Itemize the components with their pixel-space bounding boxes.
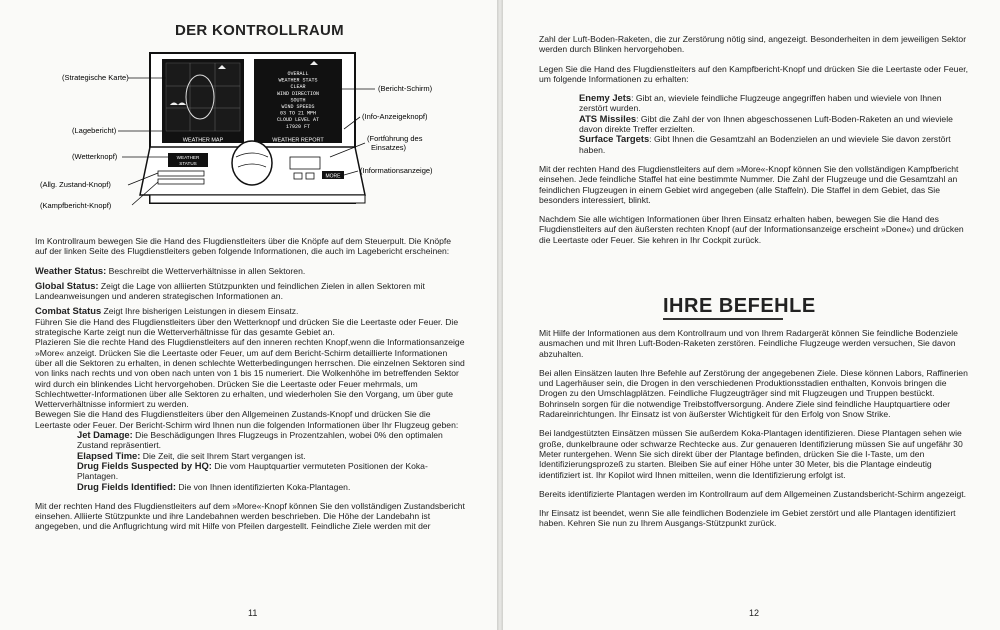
intro-paragraph: Im Kontrollraum bewegen Sie die Hand des Flugdienstleiters über die Knöpfe auf dem Steuerpult. Die Knöpfe auf der linken Seite des Flugdienstleiters geben folgende Informationen, die auch im Lagebericht erscheinen: bbox=[35, 236, 452, 257]
page-number: 12 bbox=[749, 608, 760, 618]
paragraph: Zahl der Luft-Boden-Raketen, die zur Zerstörung nötig sind, angezeigt. Besonderheiten in dem jeweiligen Sektor werden durch Blinken hervorgehoben. bbox=[539, 34, 967, 55]
paragraph: Nachdem Sie alle wichtigen Informationen über Ihren Einsatz erhalten haben, bewegen Sie die Hand des Flugdienstleiters auf den äußersten rechten Knopf (auf der Informationsanzeige erscheint »Done«) und drücken die Leertaste oder Feuer. Sie kehren in Ihr Cockpit zurück. bbox=[539, 214, 964, 245]
screen-text-line: 03 TO 21 MPH bbox=[279, 110, 317, 117]
weather-status-item: Weather Status: Beschreibt die Wetterverhältnisse in allen Sektoren. bbox=[35, 264, 306, 276]
section-heading: IHRE BEFEHLE bbox=[663, 295, 816, 317]
callout-global-status-button: (Allg. Zustand-Knopf) bbox=[40, 180, 111, 189]
screen-text-line: WIND DIRECTION bbox=[276, 90, 320, 97]
enemy-jets-item: Enemy Jets: Gibt an, wieviele feindliche Flugzeuge angegriffen haben und wieviele von Ihnen zerstört wurden. bbox=[579, 92, 942, 114]
paragraph: Führen Sie die Hand des Flugdienstleiters über den Wetterknopf und drücken Sie die Leertaste oder Feuer. Die strategische Karte zeigt nun die Wetterverhältnisse für das gesamte Gebiet an. bbox=[35, 316, 459, 338]
left-page-body bbox=[35, 236, 465, 532]
paragraph: Mit der rechten Hand des Flugdienstleiters auf dem »More«-Knopf können Sie den vollständigen Zustandsbericht einsehen. Alliierte Stützpunkte und ihre Landebahnen werden beschrieben. Die Höhe der Landebahn ist angegeben, und die Anflugrichtung wird mit Hilfe von Pfeilen dargestellt. Feindliche Ziele werden mit der bbox=[35, 500, 465, 532]
right-page-bottom bbox=[539, 328, 969, 529]
screen-text-line: OVERALL bbox=[287, 71, 309, 77]
controller-head bbox=[232, 141, 272, 185]
callout-continue-mission-1: (Fortführung des bbox=[367, 134, 423, 143]
paragraph: Bereits identifizierte Plantagen werden im Kontrollraum auf dem Allgemeinen Zustandsbericht-Schirm angezeigt. bbox=[539, 488, 967, 499]
paragraph: Ihr Einsatz ist beendet, wenn Sie alle feindlichen Bodenziele im Gebiet zerstört und alle Plantagen identifiziert haben. Kehren Sie nun zu Ihrem Ausgangs-Stützpunkt zurück. bbox=[539, 508, 956, 529]
right-page bbox=[503, 0, 1000, 630]
right-page-top bbox=[539, 34, 969, 245]
control-room-diagram bbox=[40, 45, 460, 217]
callout-report-screen: (Bericht-Schirm) bbox=[378, 84, 433, 93]
elapsed-time-item: Elapsed Time: Die Zeit, die seit Ihrem Start vergangen ist. bbox=[77, 449, 306, 461]
screen-text-line: CLEAR bbox=[290, 84, 306, 91]
paragraph: Legen Sie die Hand des Flugdienstleiters auf den Kampfbericht-Knopf und drücken Sie die Leertaste oder Feuer, um folgende Informationen zu erhalten: bbox=[539, 63, 969, 84]
callout-info-display: (Informationsanzeige) bbox=[360, 166, 433, 175]
callout-situation-report: (Lagebericht) bbox=[72, 126, 117, 135]
drug-fields-identified-item: Drug Fields Identified: Die von Ihnen identifizierten Koka-Plantagen. bbox=[77, 480, 351, 492]
heading-underline bbox=[663, 318, 783, 320]
paragraph: Bei allen Einsätzen lauten Ihre Befehle auf Zerstörung der angegebenen Ziele. Diese können Labors, Raffinerien und Lagerhäuser sein, die Drogen in den verschiedenen Produktionsstadien enthalten, Konvois bringen die Drogen zu den Umschlagplätzen. Feindliche Flugzeugträger sind mit Flugzeugen und Truppen bestückt. Bohrinseln sorgen für die notwendige Treibstoffversorgung. Andere Ziele sind feindliche Hauptquartiere oder Radareinrichtungen. Ihr Einsatz ist von äußerster Wichtigkeit für den Erfolg von Snow Strike. bbox=[539, 367, 968, 420]
callout-strategic-map: (Strategische Karte) bbox=[62, 73, 129, 82]
screen-text-line: 17920 FT bbox=[285, 123, 311, 130]
svg-text:MORE: MORE bbox=[325, 173, 341, 180]
callout-continue-mission-2: Einsatzes) bbox=[371, 143, 407, 152]
surface-targets-item: Surface Targets: Gibt Ihnen die Gesamtzahl an Bodenzielen an und wieviele Sie davon zerstört haben. bbox=[579, 133, 951, 155]
paragraph: Bei landgestützten Einsätzen müssen Sie außerdem Koka-Plantagen identifizieren. Diese Plantagen sehen wie große, dunkelbraune oder schwarze Rechtecke aus. Zur genaueren Identifizierung müssen Sie auf ungefähr 30 Meter runtergehen. Wenn Sie sich direkt über der Plantage befinden, drücken Sie die I-Taste, um den Identifizierungsprozeß zu starten. Bleiben Sie auf einer Höhe unter 30 Meter, bis die Plantage eindeutig identifiziert ist. Ihr Kopilot wird Ihnen mitteilen, wenn die Identifizierung erfolgt ist. bbox=[539, 428, 963, 480]
left-page bbox=[0, 0, 497, 630]
paragraph: Mit der rechten Hand des Flugdienstleiters auf dem »More«-Knopf können Sie den vollständigen Kampfbericht einsehen. Jede feindliche Staffel hat eine bestimmte Nummer. Die Zahl der Flugzeuge und die Gesamtzahl an feindlichen Flugzeugen in einem Gebiet wird angegeben (alle Staffeln). Die Staffel in dem Gebiet, das Sie besonders interessiert, blinkt. bbox=[539, 163, 959, 205]
report-caption: WEATHER REPORT bbox=[272, 137, 324, 144]
callout-info-display-button: (Info-Anzeigeknopf) bbox=[362, 112, 428, 121]
global-status-item: Global Status: Zeigt die Lage von alliierten Stützpunkten und feindlichen Zielen in allen Sektoren mit Landeanweisungen und anderen strategischen Informationen an. bbox=[35, 279, 425, 302]
combat-status-item: Combat Status Zeigt Ihre bisherigen Leistungen in diesem Einsatz. bbox=[35, 305, 299, 317]
screen-text-line: SOUTH bbox=[290, 97, 306, 104]
jet-damage-item: Jet Damage: Die Beschädigungen Ihres Flugzeugs in Prozentzahlen, wobei 0% den optimalen Zustand repräsentiert. bbox=[77, 429, 443, 451]
screen-text-line: CLOUD LEVEL AT bbox=[276, 117, 320, 124]
screen-text-line: WIND SPEEDS bbox=[281, 104, 315, 110]
drug-fields-suspected-item: Drug Fields Suspected by HQ: Die vom Hauptquartier vermuteten Positionen der Koka-Plantagen. bbox=[77, 459, 428, 482]
paragraph: Mit Hilfe der Informationen aus dem Kontrollraum und von Ihrem Radargerät können Sie feindliche Bodenziele ausmachen und mit Ihren Luft-Boden-Raketen zerstören. Feindliche Flugzeuge werden versuchen, Sie davon abzuhalten. bbox=[539, 328, 958, 359]
svg-text:WEATHER: WEATHER bbox=[176, 155, 200, 160]
svg-text:STATUS: STATUS bbox=[179, 161, 197, 166]
page-number: 11 bbox=[248, 608, 258, 618]
ats-missiles-item: ATS Missiles: Gibt die Zahl der von Ihnen abgeschossenen Luft-Boden-Raketen an und wieviele davon direkte Treffer erzielten. bbox=[579, 112, 953, 135]
callout-weather-button: (Wetterknopf) bbox=[72, 152, 118, 161]
callout-combat-report-button: (Kampfbericht-Knopf) bbox=[40, 201, 112, 210]
screen-text-line: WEATHER STATS bbox=[278, 77, 318, 84]
page-title: DER KONTROLLRAUM bbox=[175, 22, 344, 39]
map-caption: WEATHER MAP bbox=[182, 137, 224, 144]
paragraph: Plazieren Sie die rechte Hand des Flugdienstleiters auf den inneren rechten Knopf,wenn die Informationsanzeige »More« anzeigt. Drücken Sie die Leertaste oder Feuer, um auf dem Bericht-Schirm detaillierte Informationen über all die Sektoren zu erhalten, in denen schlechte Wetterbedingungen herrschen. Die einzelnen Sektoren sind von links nach rechts und von oben nach unten von 1 bis 15 numeriert. Die Wolkenhöhe im betreffenden Sektor wird durch ein blinkendes Licht hervorgehoben. Drücken Sie die Leertaste oder Feuer mehrmals, um Schlechtwetter-Informationen über alle Sektoren zu erhalten, und wiederholen Sie den Vorgang, um über gute Wetterverhältnisse informiert zu werden. bbox=[35, 337, 465, 410]
paragraph: Bewegen Sie die Hand des Flugdienstleiters über den Allgemeinen Zustands-Knopf und drücken Sie die Leertaste oder Feuer. Der Bericht-Schirm wird Ihnen nun die folgenden Informationen über Ihr Flugzeug geben: bbox=[35, 409, 459, 430]
